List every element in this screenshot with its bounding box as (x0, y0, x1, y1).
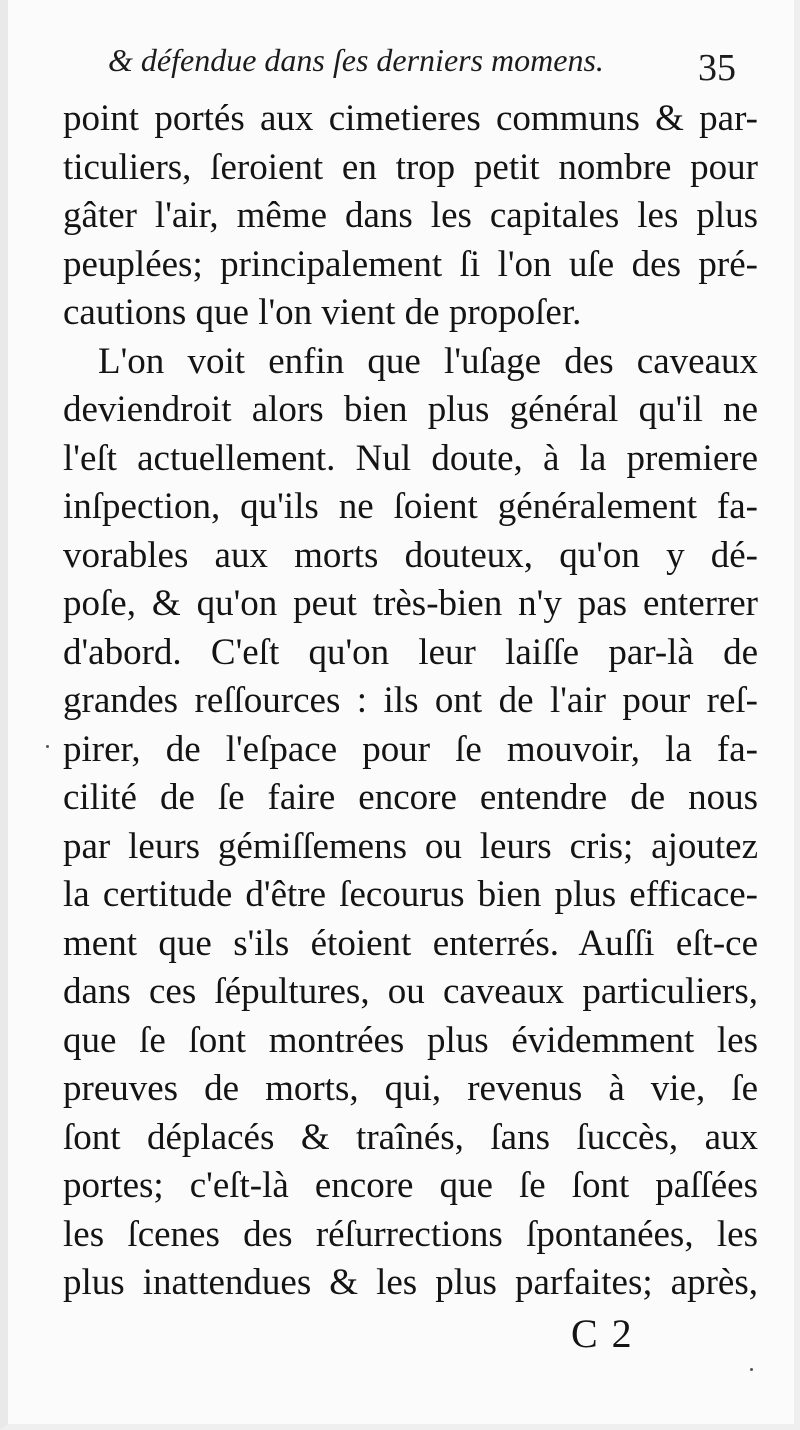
text-line: plus inattendues & les plus parfaites; après, (63, 1262, 758, 1303)
text-line: par leurs gémiſſemens ou leurs cris; ajoutez (63, 825, 758, 867)
text-line: cilité de ſe faire encore entendre de nous (63, 777, 758, 818)
text-line: les ſcenes des réſurrections ſpontanées, les (63, 1213, 758, 1255)
text-line: point portés aux cimetieres communs & par- (63, 98, 758, 139)
text-line: inſpection, qu'ils ne ſoient généralement fa- (63, 486, 758, 527)
text-line: ticuliers, ſeroient en trop petit nombre pour (63, 146, 758, 188)
text-line: ſont déplacés & traînés, ſans ſuccès, aux (63, 1116, 758, 1158)
text-line: gâter l'air, même dans les capitales les plus (63, 195, 758, 236)
text-line: que ſe ſont montrées plus évidemment les (63, 1019, 758, 1061)
signature-mark: C 2 (571, 1311, 634, 1356)
text-line: dans ces ſépultures, ou caveaux particuliers, (63, 971, 758, 1012)
text-line: vorables aux morts douteux, qu'on y dé- (63, 534, 758, 576)
text-line: l'eſt actuellement. Nul doute, à la premiere (63, 437, 758, 479)
text-line: cautions que l'on vient de propoſer. (63, 292, 582, 333)
text-line: la certitude d'être ſecourus bien plus efficace- (63, 874, 758, 915)
text-line: d'abord. C'eſt qu'on leur laiſſe par-là de (63, 631, 758, 673)
body-text (63, 95, 758, 1308)
text-line: ment que s'ils étoient enterrés. Auſſi eſt-ce (63, 922, 758, 964)
paragraph-start-line: L'on voit enfin que l'uſage des caveaux (98, 340, 758, 382)
running-head: & défendue dans ſes derniers momens. (108, 42, 604, 78)
text-line: deviendroit alors bien plus général qu'il ne (63, 389, 758, 430)
margin-speck (750, 1368, 753, 1371)
text-line: preuves de morts, qui, revenus à vie, ſe (63, 1068, 758, 1109)
text-line: pirer, de l'eſpace pour ſe mouvoir, la fa- (63, 728, 758, 770)
text-line: poſe, & qu'on peut très-bien n'y pas enterrer (63, 583, 758, 624)
text-line: peuplées; principalement ſi l'on uſe des pré- (63, 243, 758, 285)
page-number: 35 (698, 47, 736, 89)
margin-speck (46, 745, 49, 748)
text-line: grandes reſſources : ils ont de l'air pour reſ- (63, 680, 758, 721)
text-line: portes; c'eſt-là encore que ſe ſont paſſées (63, 1165, 758, 1206)
